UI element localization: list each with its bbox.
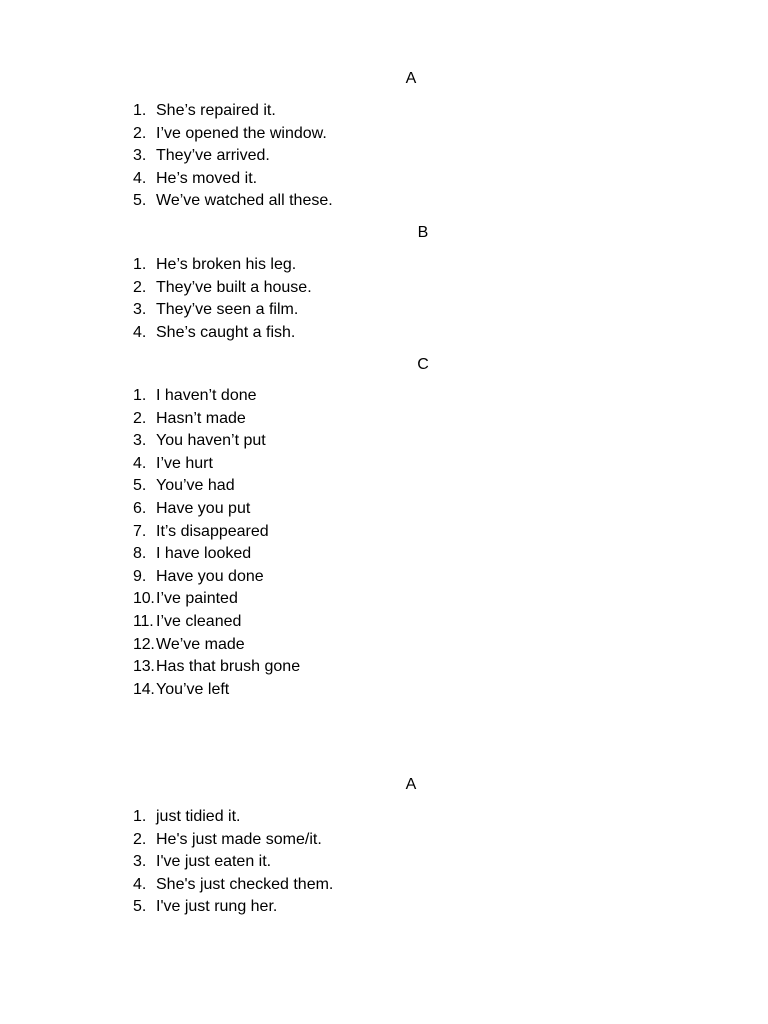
list-item: 3. I've just eaten it. [133,853,272,871]
list-item: 1. He’s broken his leg. [133,256,297,273]
list-item: 3. They’ve arrived. [133,147,270,165]
list-item: 6. Have you put [133,499,251,517]
list-item: 4. She’s caught a fish. [133,323,296,341]
list-item: 2. I’ve opened the window. [133,124,327,142]
list-item: 12.We’ve made [133,635,245,653]
list-item: 10.I’ve painted [133,590,238,608]
list-item: 3. You haven’t put [133,432,266,450]
list-item: 5. We’ve watched all these. [133,192,333,210]
section-heading: C [417,356,429,373]
list-item: 1. I haven’t done [133,387,257,404]
list-item: 1. just tidied it. [133,808,241,825]
section-heading: A [405,70,417,87]
section-heading: A [405,776,417,793]
list-item: 8. I have looked [133,545,252,563]
list-item: 13.Has that brush gone [133,658,301,676]
list-item: 4. He’s moved it. [133,169,258,187]
answer-list [133,100,333,213]
list-item: 2. He's just made some/it. [133,830,322,848]
list-item: 4. I’ve hurt [133,454,213,472]
list-item: 5. You’ve had [133,477,235,495]
answer-list [133,385,300,701]
answer-list [133,254,312,344]
list-item: 11. I’ve cleaned [133,612,242,630]
list-item: 1. She’s repaired it. [133,102,276,119]
list-item: 5. I've just rung her. [133,898,278,916]
list-item: 4. She's just checked them. [133,875,334,893]
list-item: 2. They’ve built a house. [133,278,312,296]
section-heading: B [417,224,429,241]
list-item: 9. Have you done [133,567,264,585]
list-item: 14.You’ve left [133,680,230,698]
list-item: 2. Hasn’t made [133,409,246,427]
list-item: 7. It’s disappeared [133,522,269,540]
list-item: 3. They’ve seen a film. [133,301,299,319]
answer-list [133,806,333,919]
